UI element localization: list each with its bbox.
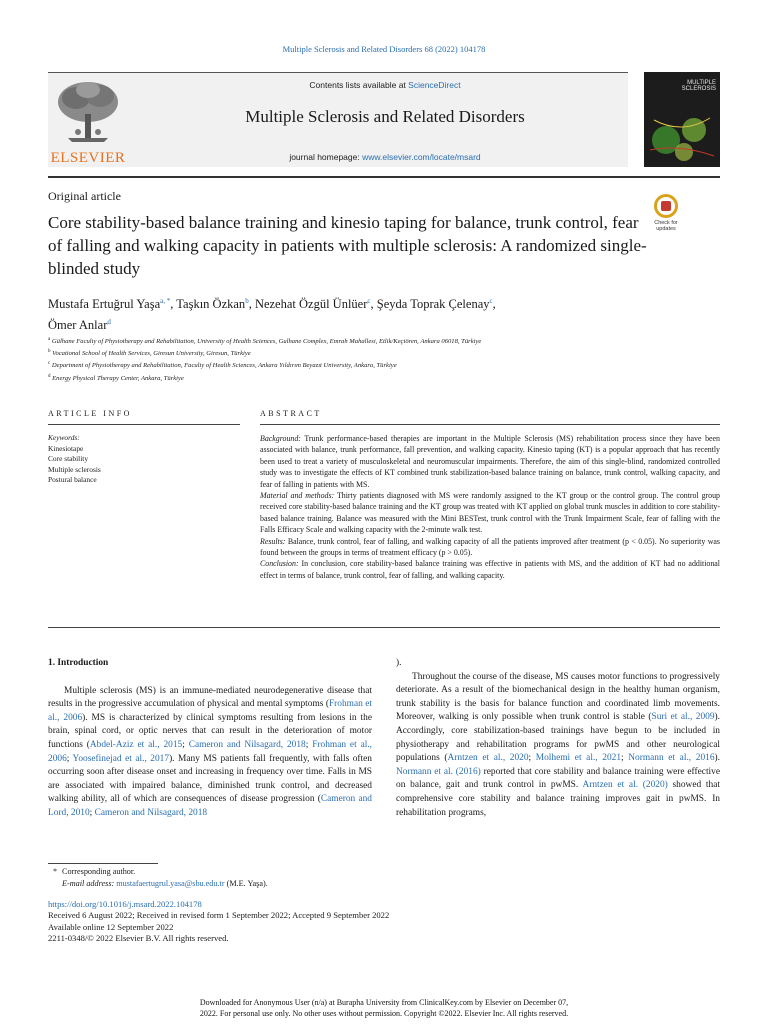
body-column-left [48, 657, 372, 821]
affiliation-item [48, 335, 728, 347]
crossmark-icon [654, 194, 678, 218]
citation-link[interactable]: Normann et al. (2016) [396, 766, 481, 777]
affiliation-list [48, 335, 728, 384]
author-separator: , [248, 297, 255, 312]
affiliation-text: Gülhane Faculty of Physiotherapy and Rehabilitation, University of Health Sciences, Gulhane Complex, Emrah Mahallesi, Etlik/Keçiören, Ankara 06018, Türkiye [51, 338, 482, 346]
author-3 [255, 297, 377, 311]
publication-info [48, 899, 728, 945]
author-name: Şeyda Toprak Çelenay [376, 297, 490, 312]
journal-cover-image [644, 72, 720, 167]
cover-title-line-1: MULTIPLE [687, 80, 716, 86]
homepage-prefix: journal homepage: [289, 152, 363, 162]
abstract-text: Trunk performance-based therapies are important in the Multiple Sclerosis (MS) rehabilitation process since they have been associated with balance, trunk performance, fall prevention, and walking capacity. Kinesio taping (KT) is a popular approach that has recently been used to treat a variety of musculoskeletal and neuromuscular impairments. Therefore, the aim of this single-blind, randomized controlled study was to investigate the effects of KT combined trunk stabilization-based balance training on balance, trunk control, walking capacity, and fear of falling in patients with MS. [260, 434, 720, 489]
doi-link[interactable]: https://doi.org/10.1016/j.msard.2022.104178 [48, 899, 202, 909]
email-suffix: (M.E. Yaşa). [224, 879, 268, 888]
abstract-body [260, 433, 720, 581]
received-dates: Received 6 August 2022; Received in revised form 1 September 2022; Accepted 9 September 2022 [48, 910, 390, 921]
affiliation-item [48, 359, 728, 371]
cover-title [648, 80, 716, 92]
email-note [48, 878, 728, 890]
author-2 [176, 297, 255, 311]
author-affiliation-link[interactable]: c [367, 297, 371, 305]
download-note-line-1: Downloaded for Anonymous User (n/a) at Burapha University from ClinicalKey.com by Elsevier on December 07, [199, 998, 569, 1007]
corresponding-author-note [48, 866, 728, 878]
body-paragraph: Throughout the course of the disease, MS causes motor functions to progressively deteriorate. As a result of the biomechanical design in the healthy human organism, trunk stability is the basis for balance function and coordinated limb movements. Moreover, walking is only possible when trunk control is stable (Suri et al., 2009). Accordingly, core stabilization-based trainings have begun to be included in physiotherapy and rehabilitation programs for pwMS and other neurological populations (Arntzen et al., 2020; Molhemi et al., 2021; Normann et al., 2016). Normann et al. (2016) reported that core stability and balance training were effective on balance, gait and trunk control in pwMS. Arntzen et al. (2020) showed that comprehensive core stability and balance training improves gait in pwMS. In rehabilitation programs, [396, 671, 720, 818]
section-heading-introduction: 1. Introduction [48, 658, 109, 668]
author-affiliation-link[interactable]: a, * [160, 297, 171, 305]
keyword-item: Multiple sclerosis [48, 464, 101, 474]
author-name: Taşkın Özkan [176, 297, 246, 312]
elsevier-wordmark: ELSEVIER [50, 150, 126, 166]
homepage-line [160, 152, 610, 162]
download-note-line-2: 2022. For personal use only. No other uses without permission. Copyright ©2022. Elsevier Inc. All rights reserved. [199, 1008, 569, 1018]
crossmark-label-line-1: Check for [654, 220, 678, 226]
author-name: Ömer Anlar [48, 318, 108, 333]
sciencedirect-link[interactable]: ScienceDirect [408, 80, 461, 90]
affiliation-text: Department of Physiotherapy and Rehabilitation, Faculty of Health Sciences, Ankara Yıldırım Beyazıt University, Ankara, Türkiye [51, 362, 397, 370]
body-paragraph: Multiple sclerosis (MS) is an immune-mediated neurodegenerative disease that results in the progressive accumulation of physical and mental symptoms (Frohman et al., 2006). MS is characterized by clinical symptoms resulting from lesions in the brain, spinal cord, or optic nerves that can result in the deterioration of motor functions (Abdel-Aziz et al., 2015; Cameron and Nilsagard, 2018; Frohman et al., 2006; Yoosefinejad et al., 2017). Many MS patients fall frequently, with falls often occurring soon after disease onset and increasing in frequency over time. Falls in MS are associated with impaired balance, diminished trunk control, and decreased walking ability, all of which are consequences of disease progression (Cameron and Lord, 2010; Cameron and Nilsagard, 2018 [48, 685, 373, 818]
footnote-asterisk: * [52, 867, 58, 876]
available-online-date: Available online 12 September 2022 [48, 921, 174, 932]
journal-title: Multiple Sclerosis and Related Disorders [245, 107, 525, 126]
citation-link[interactable]: Arntzen et al., 2020 [447, 753, 529, 764]
journal-homepage-link[interactable]: www.elsevier.com/locate/msard [362, 152, 481, 162]
contents-prefix: Contents lists available at [309, 80, 409, 90]
citation-link[interactable]: Frohman et al., 2006 [48, 739, 373, 764]
affiliation-marker: c [48, 361, 51, 367]
article-info-heading: ARTICLE INFO [48, 409, 132, 418]
citation-link[interactable]: Yoosefinejad et al., 2017 [72, 753, 170, 764]
author-5 [48, 318, 111, 332]
body-text: reported that core stability and balance training were effective on balance, gait and trunk control in pwMS. [396, 766, 720, 791]
affiliation-text: Energy Physical Therapy Center, Ankara, Türkiye [52, 374, 184, 382]
citation-link[interactable]: Abdel-Aziz et al., 2015 [89, 739, 183, 750]
abstract-label: Conclusion: [260, 559, 299, 569]
body-paragraph-continuation [396, 657, 720, 671]
masthead-divider [48, 176, 720, 178]
abstract-conclusion [260, 558, 720, 581]
download-watermark [0, 998, 768, 1019]
body-text: Throughout the course of the disease, MS causes motor functions to progressively deteriorate. As a result of the biomechanical design in the healthy human organism, trunk stability is the basis for balance function and coordinated limb movements. Moreover, walking is only possible when trunk control is stable ( [396, 671, 720, 723]
crossmark-label [648, 220, 684, 232]
author-name: Nezehat Özgül Ünlüer [254, 297, 368, 312]
article-info-divider [48, 424, 240, 425]
citation-link[interactable]: Normann et al., 2016 [628, 753, 715, 764]
contents-line [160, 80, 610, 90]
body-text: ). Accordingly, core stabilization-based trainings have begun to be included in physiotherapy and rehabilitation programs for pwMS and other neurological populations ( [396, 712, 720, 764]
keyword-item: Kinesiotape [48, 443, 84, 453]
corresponding-author-text: Corresponding author. [62, 867, 136, 876]
author-affiliation-link[interactable]: b [245, 297, 249, 305]
affiliation-item [48, 372, 728, 384]
abstract-text: In conclusion, core stability-based balance training was effective in patients with MS, and the addition of KT had no additional effect in terms of balance, trunk control, fear of falling, and walking capacity. [260, 559, 720, 580]
abstract-label: Material and methods: [260, 491, 335, 501]
cover-artwork-icon [644, 100, 720, 167]
author-separator: , [170, 297, 177, 312]
body-text: ). MS is characterized by clinical symptoms resulting from lesions in the brain, spinal cord, or optic nerves that can result in the deterioration of motor functions ( [48, 712, 372, 750]
body-text: Multiple sclerosis (MS) is an immune-mediated neurodegenerative disease that results in the progressive accumulation of physical and mental symptoms ( [48, 685, 372, 710]
keywords-label: Keywords: [48, 433, 80, 442]
citation-link[interactable]: Frohman et al., 2006 [48, 699, 372, 723]
footnote-divider [48, 863, 158, 864]
abstract-results [260, 536, 720, 559]
abstract-heading: ABSTRACT [260, 409, 322, 418]
body-text: ). Many MS patients fall frequently, with falls often occurring soon after disease onset and increasing in frequency over time. Falls in MS are associated with impaired balance, diminished trunk control, and decreased walking ability, all of which are consequences of disease progression ( [48, 753, 372, 805]
abstract-label: Results: [260, 536, 286, 546]
footnotes [48, 866, 728, 890]
keyword-item: Core stability [48, 454, 89, 463]
abstract-background [260, 433, 720, 490]
body-text: ). [396, 658, 402, 668]
citation-link[interactable]: Cameron and Nilsagard, 2018 [188, 739, 306, 750]
citation-link[interactable]: Cameron and Nilsagard, 2018 [94, 807, 208, 818]
email-link[interactable]: mustafaertugrul.yasa@sbu.edu.tr [116, 879, 225, 888]
check-for-updates-badge[interactable] [648, 194, 684, 232]
abstract-methods [260, 490, 720, 536]
affiliation-text: Vocational School of Health Services, Giresun University, Giresun, Türkiye [52, 350, 251, 358]
keyword-item: Postural balance [48, 475, 97, 484]
running-head[interactable]: Multiple Sclerosis and Related Disorders 68 (2022) 104178 [282, 44, 486, 54]
author-separator: , [370, 297, 377, 312]
author-affiliation-link[interactable]: c [489, 297, 493, 305]
affiliation-marker: b [48, 349, 51, 355]
affiliation-marker: a [48, 337, 51, 342]
cover-title-line-2: SCLEROSIS [681, 86, 716, 92]
abstract-end-divider [48, 627, 720, 628]
affiliation-marker: d [48, 373, 51, 379]
author-affiliation-link[interactable]: d [107, 318, 111, 327]
abstract-label: Background: [260, 434, 301, 443]
author-1 [48, 297, 176, 311]
crossmark-label-line-2: updates [656, 226, 676, 232]
affiliation-item [48, 347, 728, 359]
article-type: Original article [48, 189, 121, 203]
body-text: ). [714, 753, 720, 764]
article-title: Core stability-based balance training and kinesio taping for balance, trunk control, fear of falling and walking capacity in patients with multiple sclerosis: A randomized single-blinded study [48, 213, 647, 278]
citation-link[interactable]: Suri et al., 2009 [651, 712, 715, 723]
citation-link[interactable]: Arntzen et al. (2020) [582, 780, 668, 791]
body-text: showed that comprehensive core stability and balance training improves gait in pwMS. In rehabilitation programs, [396, 780, 720, 818]
author-4 [377, 297, 496, 311]
author-separator: , [492, 297, 496, 312]
email-label: E-mail address: [62, 879, 115, 888]
keywords-block [48, 433, 238, 486]
tree-logo-icon [48, 76, 128, 146]
abstract-text: Thirty patients diagnosed with MS were randomly assigned to the KT group or the control group. The control group received core stability-based balance training and the KT group was treated with KT applied on global trunk muscles in addition to core stability-based balance training. Balance was measured with the Mini BESTest, trunk control with the Trunk Impairment Scale, fear of falling with the Falls Efficacy Scale and walking capacity with the 2-minute walk test. [260, 491, 720, 535]
author-name: Mustafa Ertuğrul Yaşa [48, 297, 161, 312]
author-list [48, 292, 648, 334]
abstract-divider [260, 424, 720, 425]
copyright-line: 2211-0348/© 2022 Elsevier B.V. All rights reserved. [48, 933, 229, 944]
citation-link[interactable]: Molhemi et al., 2021 [535, 753, 622, 764]
citation-link[interactable]: Cameron and Lord, 2010 [48, 794, 372, 818]
abstract-text: Balance, trunk control, fear of falling, and walking capacity of all the patients improved after treatment (p < 0.05). No superiority was found between the groups in terms of treatment efficacy (p > 0.05). [260, 536, 720, 558]
body-column-right [396, 657, 720, 820]
